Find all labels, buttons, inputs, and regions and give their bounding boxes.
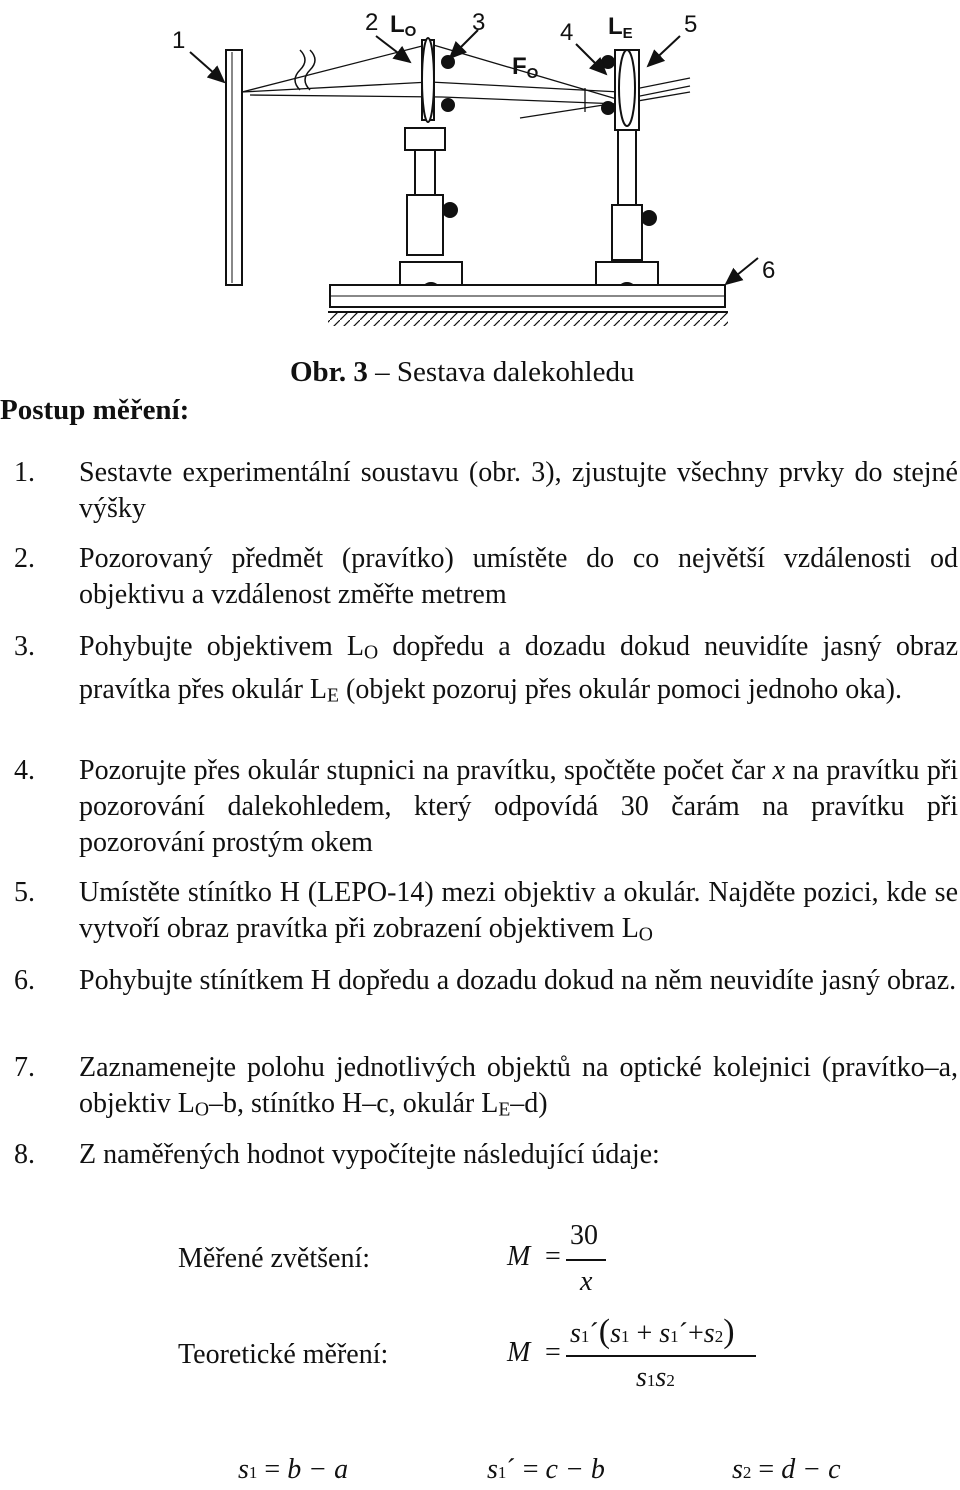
- measured-lhs: M: [507, 1241, 531, 1272]
- definition-s1-prime: s1´ = c − b: [487, 1454, 605, 1485]
- optical-rail: [328, 285, 728, 326]
- label-le: LE: [608, 13, 633, 42]
- step-text: Z naměřených hodnot vypočítejte následující údaje:: [79, 1139, 660, 1170]
- step-1: [0, 455, 958, 527]
- theory-label: Teoretické měření:: [178, 1339, 389, 1370]
- ruler-object: [226, 50, 242, 285]
- theory-fraction-line: [566, 1355, 756, 1357]
- step-text: Pozorujte přes okulár stupnici na pravítku, spočtěte počet čar x na pravítku při pozorování dalekohledem, který odpovídá 30 čarám na pravítku při pozorování prostým okem: [79, 755, 959, 858]
- telescope-setup-figure: [160, 0, 800, 345]
- caption-bold: Obr. 3: [290, 356, 368, 388]
- step-number: 1.: [14, 457, 35, 488]
- label-2: 2: [365, 9, 379, 36]
- theory-equals: =: [545, 1337, 561, 1368]
- label-fo: FO: [512, 53, 539, 82]
- label-5: 5: [684, 11, 698, 38]
- step-text: Pohybujte objektivem LO dopředu a dozadu dokud neuvidíte jasný obraz pravítka přes okulár LE (objekt pozoruj přes okulár pomoci jednoho oka).: [79, 631, 958, 707]
- measured-equals: =: [545, 1241, 561, 1272]
- step-text: Pozorovaný předmět (pravítko) umístěte do co největší vzdálenosti od objektivu a vzdálenost změřte metrem: [79, 543, 958, 610]
- step-5: [0, 875, 958, 954]
- step-2: [0, 541, 958, 613]
- section-heading: Postup měření:: [0, 394, 190, 426]
- step-6: [0, 963, 958, 999]
- theory-numerator: s1´(s1 + s1´+s2): [570, 1313, 735, 1350]
- step-3: [0, 629, 958, 714]
- measured-fraction-line: [566, 1259, 606, 1261]
- step-number: 5.: [14, 877, 35, 908]
- caption-text: – Sestava dalekohledu: [367, 356, 635, 388]
- step-4: [0, 753, 958, 861]
- step-number: 2.: [14, 543, 35, 574]
- step-number: 4.: [14, 755, 35, 786]
- label-1: 1: [172, 27, 186, 54]
- label-arrows: [190, 30, 758, 284]
- label-4: 4: [560, 19, 574, 46]
- step-number: 3.: [14, 631, 35, 662]
- measured-numerator: 30: [570, 1220, 598, 1251]
- step-text: Pohybujte stínítkem H dopředu a dozadu dokud na něm neuvidíte jasný obraz.: [79, 965, 957, 996]
- step-7: [0, 1050, 958, 1129]
- step-text: Zaznamenejte polohu jednotlivých objektů na optické kolejnici (pravítko–a, objektiv LO–b, stínítko H–c, okulár LE–d): [79, 1052, 958, 1121]
- step-number: 6.: [14, 965, 35, 996]
- figure-caption: [290, 356, 634, 389]
- definition-s1: s1 = b − a: [238, 1454, 349, 1485]
- step-number: 7.: [14, 1052, 35, 1083]
- step-8: [0, 1137, 958, 1173]
- label-6: 6: [762, 257, 776, 284]
- objective-lens-stand: [400, 38, 462, 307]
- step-number: 8.: [14, 1139, 35, 1170]
- definition-s2: s2 = d − c: [732, 1454, 841, 1485]
- step-text: Sestavte experimentální soustavu (obr. 3), zjustujte všechny prvky do stejné výšky: [79, 457, 958, 524]
- theory-lhs: M: [507, 1337, 531, 1368]
- theory-denominator: s1s2: [636, 1362, 675, 1393]
- step-text: Umístěte stínítko H (LEPO-14) mezi objektiv a okulár. Najděte pozici, kde se vytvoří obraz pravítka při zobrazení objektivem LO: [79, 877, 958, 946]
- label-3: 3: [472, 9, 486, 36]
- measured-label: Měřené zvětšení:: [178, 1243, 371, 1274]
- eyepiece-stand: [596, 50, 658, 307]
- measured-denominator: x: [580, 1266, 593, 1297]
- label-lo: LO: [390, 11, 417, 40]
